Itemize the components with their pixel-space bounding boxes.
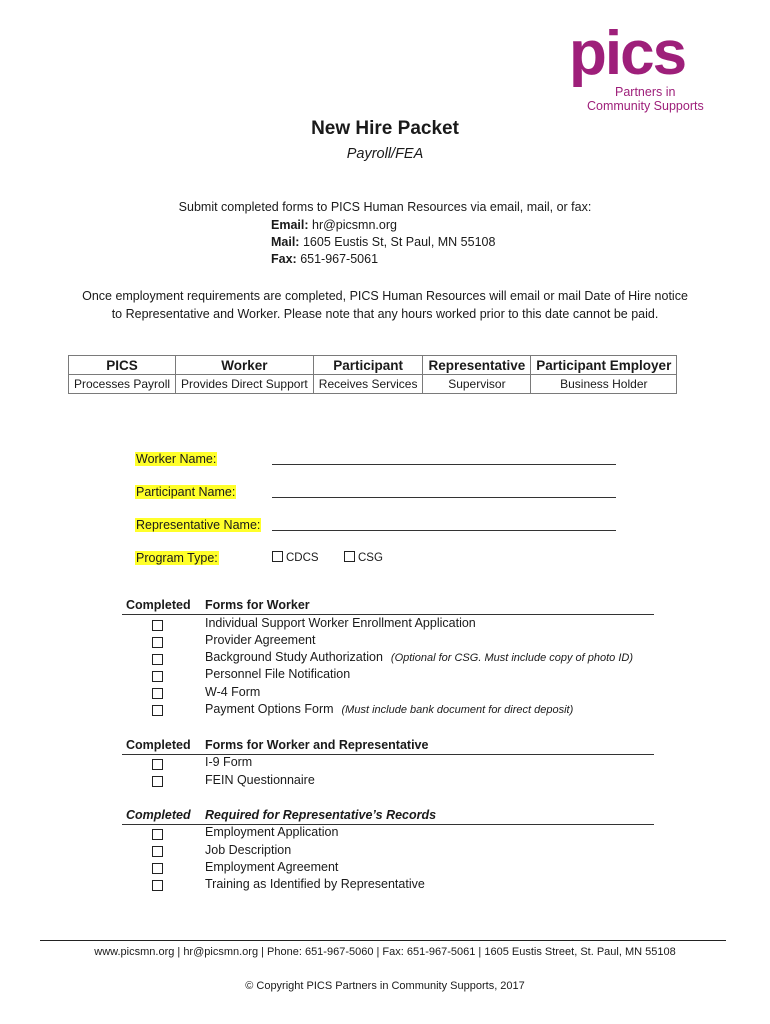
- roles-table-value-row: [69, 375, 677, 394]
- worker-rep-form-item: [205, 773, 315, 787]
- roles-value-cell: Provides Direct Support: [176, 375, 314, 394]
- footer-copyright: © Copyright PICS Partners in Community Supports, 2017: [245, 980, 525, 992]
- representative-name-field[interactable]: [272, 530, 616, 531]
- checkbox-worker-rep-item[interactable]: [152, 759, 163, 770]
- rep-form-item: [205, 843, 291, 857]
- worker-form-item: [205, 616, 476, 630]
- worker-form-item: [205, 633, 315, 647]
- roles-value-cell: Processes Payroll: [69, 375, 176, 394]
- footer-contact: www.picsmn.org | hr@picsmn.org | Phone: 651-967-5060 | Fax: 651-967-5061 | 1605 Eustis Street, St. Paul, MN 55108: [94, 946, 676, 958]
- section-heading-rep: Required for Representative’s Records: [205, 808, 437, 822]
- item-label: Background Study Authorization: [205, 650, 383, 664]
- completed-header-worker: Completed: [126, 598, 191, 612]
- item-note: (Must include bank document for direct deposit): [341, 704, 574, 716]
- worker-form-item: [205, 702, 573, 716]
- checkbox-worker-item[interactable]: [152, 705, 163, 716]
- item-label: I-9 Form: [205, 755, 253, 769]
- completed-header-rep: Completed: [126, 808, 191, 822]
- section-heading-worker-rep: Forms for Worker and Representative: [205, 738, 429, 752]
- section-rule: [122, 824, 654, 825]
- roles-table: [68, 355, 677, 394]
- roles-header-cell: Participant: [313, 356, 423, 375]
- mail-label: Mail:: [271, 235, 300, 249]
- program-type-label-text: Program Type:: [136, 551, 218, 565]
- program-option-csg[interactable]: [344, 551, 383, 564]
- submit-instructions: Submit completed forms to PICS Human Resources via email, mail, or fax:: [178, 200, 592, 214]
- csg-label: CSG: [358, 552, 383, 564]
- representative-name-label-text: Representative Name:: [136, 518, 261, 532]
- worker-name-label: [135, 450, 217, 468]
- item-label: Employment Application: [205, 825, 339, 839]
- checkbox-rep-item[interactable]: [152, 829, 163, 840]
- contact-email: [271, 218, 397, 232]
- roles-value-cell: Receives Services: [313, 375, 423, 394]
- item-label: W-4 Form: [205, 685, 261, 699]
- pics-logo: [565, 16, 725, 116]
- checkbox-rep-item[interactable]: [152, 880, 163, 891]
- item-label: Job Description: [205, 843, 292, 857]
- contact-fax: [271, 252, 378, 266]
- worker-form-item: [205, 685, 260, 699]
- logo-tagline-1: Partners in: [615, 85, 676, 99]
- fax-label: Fax:: [271, 252, 297, 266]
- section-rule: [122, 754, 654, 755]
- section-rule: [122, 614, 654, 615]
- item-label: Provider Agreement: [205, 633, 316, 647]
- email-label: Email:: [271, 218, 309, 232]
- date-of-hire-notice: [60, 287, 710, 323]
- checkbox-worker-rep-item[interactable]: [152, 776, 163, 787]
- item-label: Employment Agreement: [205, 860, 339, 874]
- worker-form-item: [205, 650, 633, 664]
- email-value: hr@picsmn.org: [312, 218, 397, 232]
- notice-line-2: to Representative and Worker. Please note that any hours worked prior to this date cannot be paid.: [111, 307, 659, 321]
- representative-name-label: [135, 516, 261, 534]
- item-note: (Optional for CSG. Must include copy of photo ID): [390, 652, 634, 664]
- roles-value-cell: Business Holder: [531, 375, 677, 394]
- roles-header-cell: Participant Employer: [531, 356, 677, 375]
- contact-mail: [271, 235, 495, 249]
- pics-logo-mark: [565, 16, 725, 116]
- checkbox-worker-item[interactable]: [152, 637, 163, 648]
- notice-line-1: Once employment requirements are completed, PICS Human Resources will email or mail Date of Hire notice: [82, 289, 688, 303]
- rep-form-item: [205, 825, 338, 839]
- participant-name-label-text: Participant Name:: [136, 485, 236, 499]
- checkbox-worker-item[interactable]: [152, 654, 163, 665]
- item-label: Personnel File Notification: [205, 667, 351, 681]
- worker-name-field[interactable]: [272, 464, 616, 465]
- mail-value: 1605 Eustis St, St Paul, MN 55108: [302, 235, 496, 249]
- section-heading-worker: Forms for Worker: [205, 598, 310, 612]
- footer-rule: [40, 940, 726, 941]
- roles-header-cell: Worker: [176, 356, 314, 375]
- roles-header-cell: Representative: [423, 356, 531, 375]
- item-label: Payment Options Form: [205, 702, 334, 716]
- rep-form-item: [205, 860, 338, 874]
- checkbox-worker-item[interactable]: [152, 671, 163, 682]
- rep-form-item: [205, 877, 425, 891]
- logo-tagline-2: Community Supports: [587, 99, 704, 113]
- checkbox-rep-item[interactable]: [152, 846, 163, 857]
- worker-form-item: [205, 667, 350, 681]
- page-subtitle: Payroll/FEA: [346, 146, 424, 162]
- participant-name-label: [135, 483, 236, 501]
- checkbox-worker-item[interactable]: [152, 688, 163, 699]
- checkbox-rep-item[interactable]: [152, 863, 163, 874]
- fax-value: 651-967-5061: [300, 252, 379, 266]
- program-type-label: [135, 549, 219, 567]
- worker-name-label-text: Worker Name:: [136, 452, 217, 466]
- program-option-cdcs[interactable]: [272, 551, 319, 564]
- logo-wordmark: pics: [569, 19, 686, 88]
- item-label: FEIN Questionnaire: [205, 773, 315, 787]
- roles-header-cell: PICS: [69, 356, 176, 375]
- page-title: New Hire Packet: [311, 118, 459, 139]
- item-label: Individual Support Worker Enrollment Application: [205, 616, 476, 630]
- cdcs-label: CDCS: [286, 552, 319, 564]
- participant-name-field[interactable]: [272, 497, 616, 498]
- checkbox-worker-item[interactable]: [152, 620, 163, 631]
- completed-header-worker-rep: Completed: [126, 738, 191, 752]
- item-label: Training as Identified by Representative: [205, 877, 425, 891]
- roles-value-cell: Supervisor: [423, 375, 531, 394]
- roles-table-header-row: [69, 356, 677, 375]
- checkbox-csg[interactable]: [344, 551, 355, 562]
- checkbox-cdcs[interactable]: [272, 551, 283, 562]
- worker-rep-form-item: [205, 755, 252, 769]
